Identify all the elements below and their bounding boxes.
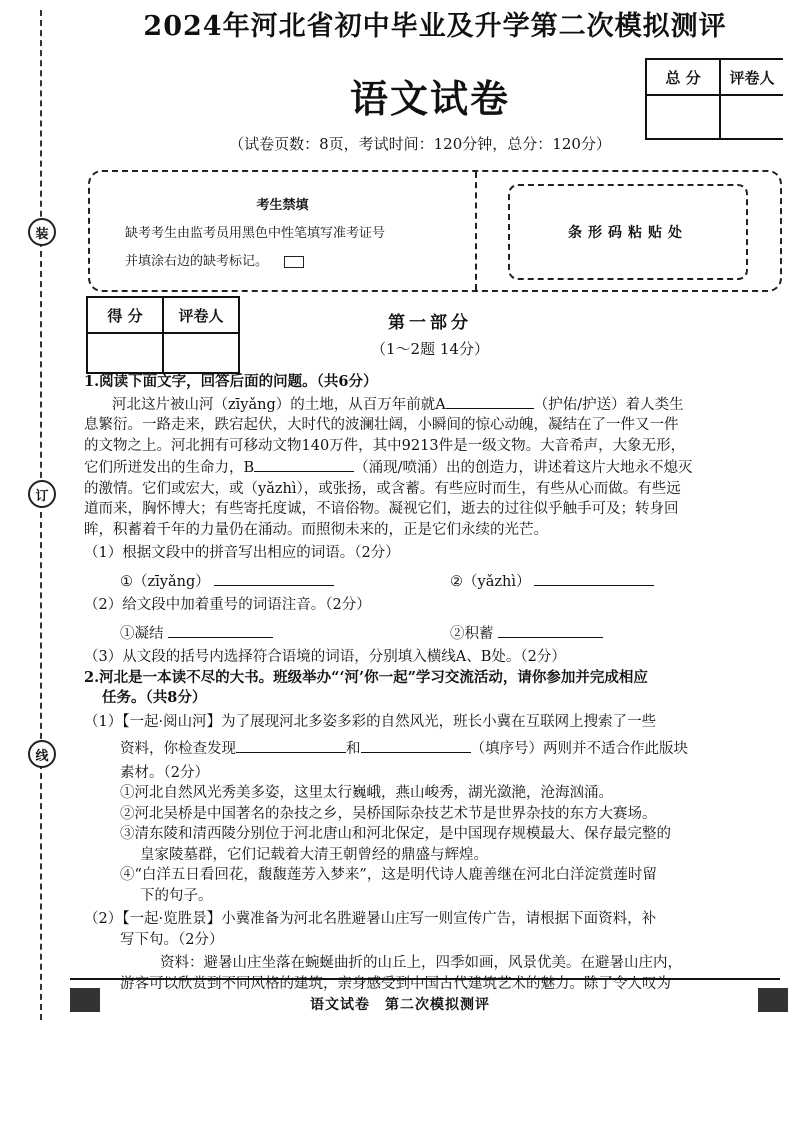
corner-mark-right bbox=[758, 988, 788, 1012]
q1-passage-1a: 河北这片被山河（zīyǎng）的土地，从百万年前就A bbox=[112, 396, 446, 413]
q1-passage-line-6: 道而来，胸怀博大；有些寄托度诚，不谙俗物。凝视它们，逝去的过往似乎触手可及；转身回 bbox=[84, 501, 679, 517]
q2-sub1-blank-1[interactable] bbox=[236, 737, 346, 753]
q2-item-4-line-2: 下的句子。 bbox=[140, 887, 213, 904]
bottom-rule bbox=[70, 978, 780, 980]
q2-sub1-text-c: （填序号）两则并不适合作此版块 bbox=[470, 741, 688, 757]
q2-sub1-line-2 bbox=[84, 737, 780, 760]
q2-item-2: ②河北吴桥是中国著名的杂技之乡，吴桥国际杂技艺术节是世界杂技的东方大赛场。 bbox=[120, 805, 657, 822]
q2-item-1: ①河北自然风光秀美多姿，这里太行巍峨，燕山峻秀，湖光潋滟，沧海汹涌。 bbox=[120, 785, 613, 801]
candidate-box-divider bbox=[475, 172, 477, 290]
q1-sub1-b-blank[interactable] bbox=[534, 570, 654, 586]
q1-passage-line-5: 的激情。它们或宏大，或（yǎzhì），或张扬，或含蓄。有些应时而生，有些从心而做。有些远 bbox=[84, 480, 681, 497]
q1-sub1-answers bbox=[84, 570, 780, 593]
blank-b[interactable] bbox=[254, 456, 354, 472]
part-score-cell[interactable] bbox=[87, 333, 163, 373]
q2-item-3-line-1: ③清东陵和清西陵分别位于河北唐山和河北保定，是中国现存规模最大、保存最完整的 bbox=[120, 826, 671, 842]
q2-sub1-line-1: （1）【一起·阅山河】为了展现河北多姿多彩的自然风光，班长小冀在互联网上搜索了一些 bbox=[84, 713, 657, 730]
q1-passage-line-4 bbox=[84, 456, 780, 479]
q1-passage-line-1 bbox=[84, 393, 780, 416]
q1-sub2-a-label: ①凝结 bbox=[120, 625, 164, 642]
q2-sub1-line-3: 素材。（2分） bbox=[120, 764, 209, 781]
q2-title-line-2: 任务。（共8分） bbox=[102, 689, 207, 706]
corner-mark-left bbox=[70, 988, 100, 1012]
binding-seal-ding: 订 bbox=[28, 480, 56, 508]
grader-cell[interactable] bbox=[720, 95, 783, 139]
binding-seal-xian: 线 bbox=[28, 740, 56, 768]
binding-seal-zhuang: 装 bbox=[28, 218, 56, 246]
q2-item-4-line-1: ④“白洋五日看回花，馥馥莲芳入梦来”，这是明代诗人鹿善继在河北白洋淀赏莲时留 bbox=[120, 867, 657, 883]
q1-passage-1b: （护佑/护送）着人类生 bbox=[533, 396, 684, 413]
q1-sub1-a-label: ①（zīyǎng） bbox=[120, 573, 210, 590]
total-score-cell[interactable] bbox=[646, 95, 720, 139]
q1-passage-line-3: 的文物之上。河北拥有可移动文物140万件，其中9213件是一级文物。大音希声，大象无形， bbox=[84, 437, 686, 454]
q2-material-line-1: 资料：避暑山庄坐落在蜿蜒曲折的山丘上，四季如画，风景优美。在避暑山庄内， bbox=[160, 955, 682, 971]
part-subtitle: （1～2题 14分） bbox=[371, 340, 489, 358]
subject-title: 语文试卷 bbox=[349, 76, 510, 121]
q1-passage-4b: （涌现/喷涌）出的创造力，讲述着这片大地永不熄灭 bbox=[354, 460, 693, 476]
q1-sub2-b-label: ②积蓄 bbox=[450, 625, 494, 642]
total-score-header: 总 分 bbox=[646, 59, 720, 95]
candidate-instruction-2-text: 并填涂右边的缺考标记。 bbox=[125, 254, 269, 269]
part-title: 第一部分 bbox=[388, 313, 472, 333]
blank-a[interactable] bbox=[446, 393, 534, 409]
absence-mark-checkbox[interactable] bbox=[284, 256, 304, 268]
q1-sub2-b-blank[interactable] bbox=[498, 622, 603, 638]
exam-info: （试卷页数：8页，考试时间：120分钟，总分：120分） bbox=[229, 135, 611, 153]
q2-sub1-blank-2[interactable] bbox=[361, 737, 471, 753]
part-grader-cell[interactable] bbox=[163, 333, 239, 373]
q1-sub1-b-label: ②（yǎzhì） bbox=[450, 573, 531, 590]
q1-sub2: （2）给文段中加着重号的词语注音。（2分） bbox=[84, 597, 371, 613]
q1-sub1: （1）根据文段中的拼音写出相应的词语。（2分） bbox=[84, 545, 400, 561]
grader-header: 评卷人 bbox=[720, 59, 783, 95]
binding-line bbox=[40, 10, 42, 1020]
q1-passage-4a: 它们所迸发出的生命力，B bbox=[84, 460, 255, 476]
q1-sub1-a-blank[interactable] bbox=[214, 570, 334, 586]
candidate-info-box bbox=[88, 170, 782, 292]
exam-main-title: 2024年河北省初中毕业及升学第二次模拟测评 bbox=[143, 11, 727, 42]
q2-material-line-2: 游客可以欣赏到不同风格的建筑，亲身感受到中国古代建筑艺术的魅力。除了令人叹为 bbox=[120, 975, 671, 992]
part-grader-header: 评卷人 bbox=[163, 297, 239, 333]
footer-text: 语文试卷 第二次模拟测评 bbox=[310, 997, 490, 1013]
q2-title-line-1: 2.河北是一本读不尽的大书。班级举办“‘河’你一起”学习交流活动，请你参加并完成相应 bbox=[84, 668, 648, 686]
q1-passage-line-2: 息繁衍。一路走来，跌宕起伏，大时代的波澜壮阔，小瞬间的惊心动魄，凝结在了一件又一件 bbox=[84, 417, 679, 433]
q2-sub2-line-2: 写下句。（2分） bbox=[120, 931, 224, 948]
q2-item-3-line-2: 皇家陵墓群，它们记载着大清王朝曾经的鼎盛与辉煌。 bbox=[140, 846, 488, 863]
q1-passage-line-7: 眸，积蓄着千年的力量仍在涌动。而照彻未来的，正是它们永续的光芒。 bbox=[84, 521, 548, 538]
q2-sub1-text-b: 和 bbox=[346, 741, 361, 757]
q1-title: 1.阅读下面文字，回答后面的问题。（共6分） bbox=[84, 373, 378, 390]
total-score-box bbox=[645, 58, 783, 140]
questions-content bbox=[84, 372, 780, 994]
barcode-area: 条形码粘贴处 bbox=[508, 184, 748, 280]
candidate-box-title: 考生禁填 bbox=[256, 198, 309, 213]
q1-sub2-answers bbox=[84, 622, 780, 645]
q2-sub2-line-1: （2）【一起·览胜景】小冀准备为河北名胜避暑山庄写一则宣传广告，请根据下面资料，补 bbox=[84, 911, 657, 927]
candidate-instruction-2 bbox=[125, 250, 304, 269]
part-score-box bbox=[86, 296, 240, 374]
q1-sub2-a-blank[interactable] bbox=[168, 622, 273, 638]
q1-sub3: （3）从文段的括号内选择符合语境的词语，分别填入横线A、B处。（2分） bbox=[84, 649, 566, 665]
part-score-header: 得 分 bbox=[87, 297, 163, 333]
candidate-instruction-1: 缺考考生由监考员用黑色中性笔填写准考证号 bbox=[125, 226, 386, 241]
q2-sub1-text-a: 资料，你检查发现 bbox=[120, 741, 236, 757]
